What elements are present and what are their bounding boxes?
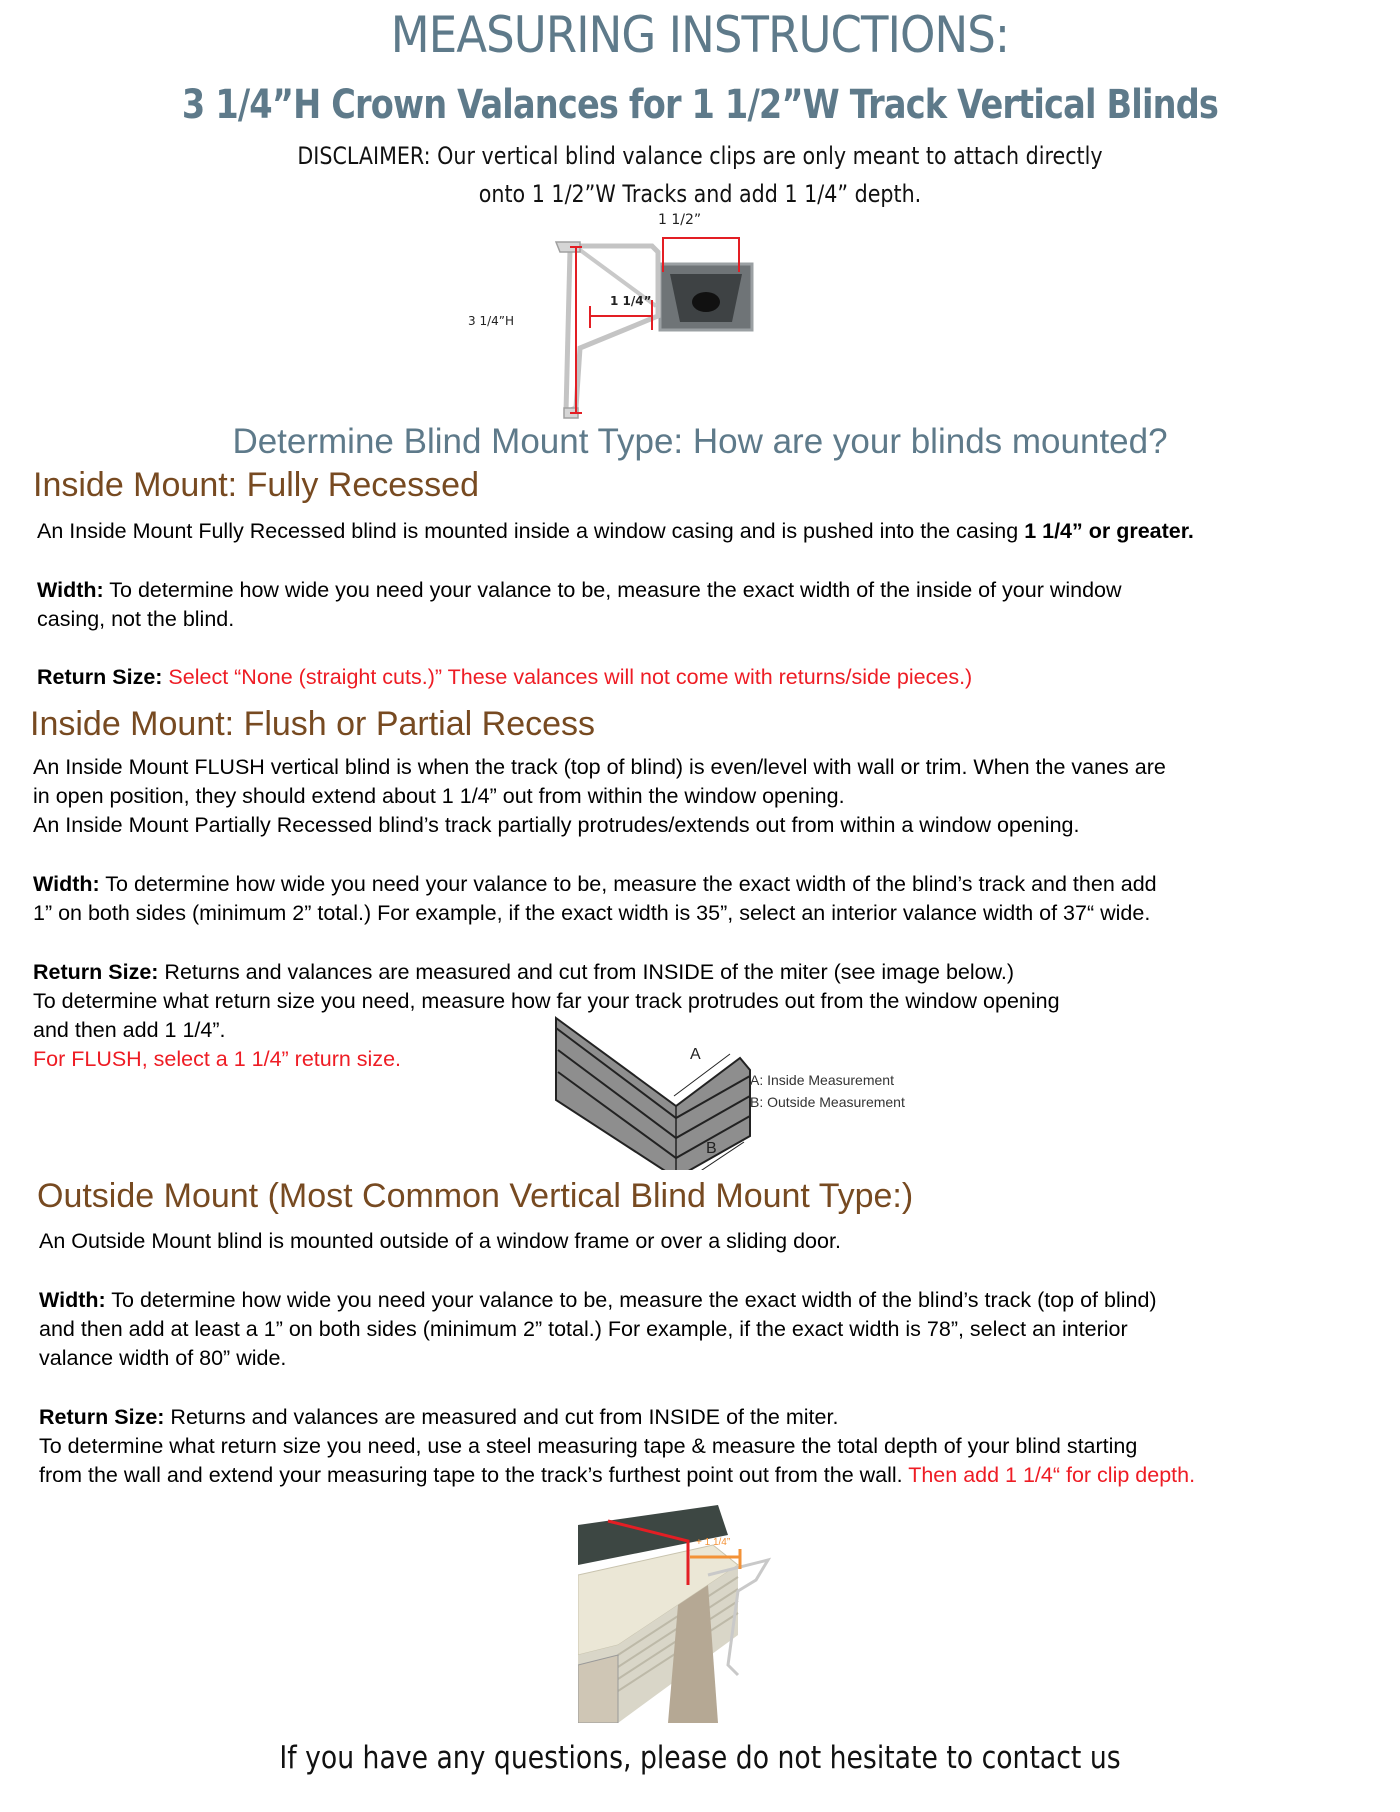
installed-valance-photo bbox=[578, 1505, 778, 1723]
contact-footer: If you have any questions, please do not hesitate to contact us bbox=[279, 1740, 1121, 1776]
page-subtitle: 3 1/4”H Crown Valances for 1 1/2”W Track Vertical Blinds bbox=[181, 82, 1219, 128]
page-title: MEASURING INSTRUCTIONS: bbox=[390, 6, 1010, 64]
fully-recessed-intro: An Inside Mount Fully Recessed blind is mounted inside a window casing and is pushed into the casing 1 1/4” or greater. bbox=[37, 519, 1194, 543]
section-heading-fully-recessed: Inside Mount: Fully Recessed bbox=[33, 466, 479, 504]
disclaimer-line-2: onto 1 1/2”W Tracks and add 1 1/4” depth. bbox=[478, 180, 922, 208]
disclaimer-line-1: DISCLAIMER: Our vertical blind valance clips are only meant to attach directly bbox=[297, 142, 1103, 170]
legend-inside-measurement: A: Inside Measurement bbox=[750, 1072, 894, 1088]
clip-frame bbox=[566, 246, 658, 412]
clip-depth-label: 1 1/4” bbox=[610, 294, 652, 308]
section-heading-flush-partial: Inside Mount: Flush or Partial Recess bbox=[30, 705, 596, 743]
flush-partial-intro: An Inside Mount FLUSH vertical blind is when the track (top of blind) is even/level with wall or trim. When the vanes are in open position, they should extend about 1 1/4” out from within the window opening. An Inside Mount Partially Recessed blind’s track partially protrudes/extends out from within a window opening. bbox=[33, 755, 1166, 837]
legend-outside-measurement: B: Outside Measurement bbox=[750, 1094, 905, 1110]
miter-corner-diagram bbox=[540, 1010, 940, 1170]
track-channel bbox=[692, 292, 720, 312]
valance-clip-diagram bbox=[468, 212, 800, 420]
section-heading-outside-mount: Outside Mount (Most Common Vertical Blind Mount Type:) bbox=[37, 1177, 914, 1215]
flush-partial-width: Width: To determine how wide you need your valance to be, measure the exact width of the blind’s track and then add 1” on both sides (minimum 2” total.) For example, if the exact width is 35”, select an interior valance width of 37“ wide. bbox=[33, 872, 1157, 925]
valance-corner-shape bbox=[556, 1018, 750, 1170]
fully-recessed-width: Width: To determine how wide you need your valance to be, measure the exact width of the inside of your window casing, not the blind. bbox=[37, 578, 1122, 631]
outside-mount-intro: An Outside Mount blind is mounted outside of a window frame or over a sliding door. bbox=[39, 1229, 841, 1253]
flush-partial-return-size: Return Size: Returns and valances are measured and cut from INSIDE of the miter (see image below.) To determine what return size you need, measure how far your track protrudes out from the window opening and then add 1 1/4”. For FLUSH, select a 1 1/4” return size. bbox=[33, 960, 1060, 1071]
clip-height-label: 3 1/4”H bbox=[468, 314, 515, 328]
miter-corner-illustration bbox=[540, 1010, 940, 1170]
outside-mount-return-size: Return Size: Returns and valances are measured and cut from INSIDE of the miter. To determine what return size you need, use a steel measuring tape & measure the total depth of your blind starting from the wall and extend your measuring tape to the track’s furthest point out from the wall. Then add 1 1/4“ for clip depth. bbox=[39, 1405, 1196, 1487]
corner-label-a: A bbox=[690, 1046, 701, 1063]
valance-clip-illustration bbox=[520, 230, 800, 420]
track-width-label: 1 1/2” bbox=[658, 212, 702, 228]
corner-label-b: B bbox=[706, 1140, 717, 1157]
outside-mount-width: Width: To determine how wide you need your valance to be, measure the exact width of the blind’s track (top of blind) and then add at least a 1” on both sides (minimum 2” total.) For example, if the exact width is 78”, select an interior valance width of 80” wide. bbox=[39, 1288, 1157, 1370]
fully-recessed-return-size: Return Size: Select “None (straight cuts.)” These valances will not come with returns/side pieces.) bbox=[37, 665, 973, 689]
installed-valance-illustration bbox=[578, 1505, 778, 1723]
mount-type-heading: Determine Blind Mount Type: How are your blinds mounted? bbox=[232, 422, 1168, 461]
clip-depth-photo-label: + 1 1/4” bbox=[696, 1537, 731, 1548]
track-end-cap bbox=[578, 1655, 618, 1723]
